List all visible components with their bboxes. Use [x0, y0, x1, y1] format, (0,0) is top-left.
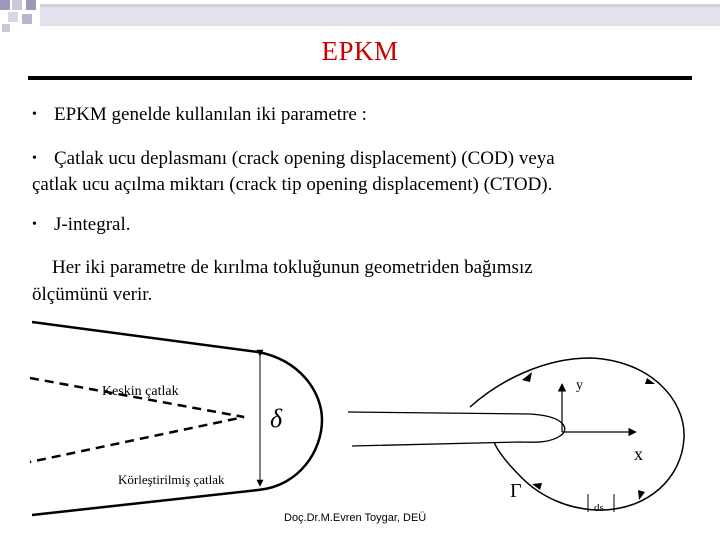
footer-author: Doç.Dr.M.Evren Toygar, DEÜ	[284, 512, 427, 524]
crack-tip-diagram	[0, 312, 720, 540]
bullet-text: J-integral.	[54, 214, 131, 235]
blunted-crack-label: Körleştirilmiş çatlak	[118, 472, 225, 487]
crack-body	[348, 412, 565, 446]
contour-arrow	[532, 483, 542, 490]
paragraph-line: Her iki parametre de kırılma tokluğunun geometriden bağımsız	[52, 257, 533, 278]
slide-title: EPKM	[321, 36, 399, 66]
header-decoration	[0, 0, 720, 34]
y-axis-label: y	[576, 378, 583, 393]
delta-symbol: δ	[270, 404, 283, 433]
bullet-marker: •	[32, 151, 37, 166]
paragraph-line: ölçümünü verir.	[32, 284, 153, 305]
ds-label: ds	[594, 502, 604, 514]
gamma-symbol: Γ	[510, 480, 522, 502]
sharp-crack-label: Keskin çatlak	[102, 384, 179, 399]
bullet-marker: •	[32, 107, 37, 122]
bullet-text: EPKM genelde kullanılan iki parametre :	[54, 104, 367, 125]
bullet-text-continuation: çatlak ucu açılma miktarı (crack tip opening displacement) (CTOD).	[32, 174, 553, 195]
x-axis-label: x	[634, 444, 643, 464]
bullet-text: Çatlak ucu deplasmanı (crack opening displacement) (COD) veya	[54, 148, 555, 169]
contour-arrow	[638, 490, 645, 500]
title-underline	[28, 76, 692, 80]
bullet-marker: •	[32, 217, 37, 232]
